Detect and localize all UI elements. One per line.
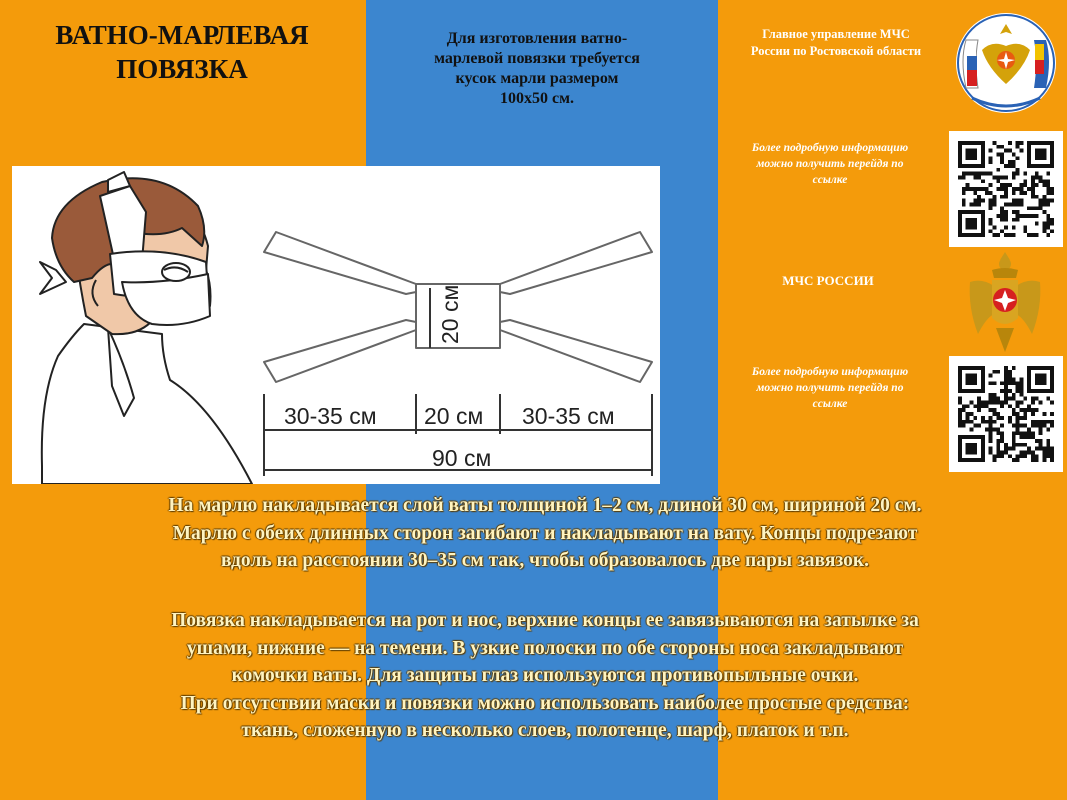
page-title bbox=[22, 18, 342, 86]
qr-code-icon[interactable] bbox=[949, 356, 1063, 472]
info-link-text-1 bbox=[730, 140, 930, 188]
info-link-text-2 bbox=[730, 364, 930, 412]
instructions-line: ткань, сложенную в несколько слоев, полотенце, шарф, платок и т.п. bbox=[241, 720, 849, 741]
info-2-line-1: Более подробную информацию bbox=[751, 366, 909, 378]
requirement-line-3: кусок марли размером bbox=[455, 70, 619, 87]
mchs-emblem-icon bbox=[952, 10, 1060, 116]
requirement-line-2: марлевой повязки требуется bbox=[434, 50, 640, 67]
instructions-line: На марлю накладывается слой ваты толщиной 1–2 см, длиной 30 см, шириной 20 см. bbox=[168, 495, 922, 516]
organization-line-2: России по Ростовской области bbox=[750, 44, 922, 58]
instructions-line: Марлю с обеих длинных сторон загибают и накладывают на вату. Концы подрезают bbox=[172, 522, 918, 544]
requirement-text bbox=[392, 29, 682, 109]
person-wearing-bandage-icon bbox=[40, 172, 252, 484]
instructions-line: комочки ваты. Для защиты глаз используются противопыльные очки. bbox=[231, 665, 859, 686]
mchs-eagle-emblem-icon bbox=[966, 248, 1044, 360]
requirement-line-1: Для изготовления ватно- bbox=[446, 30, 628, 47]
info-1-line-1: Более подробную информацию bbox=[751, 142, 909, 154]
info-1-line-3: ссылке bbox=[812, 174, 848, 186]
instructions-line: ушами, нижние — на темени. В узкие полоски по обе стороны носа закладывают bbox=[186, 637, 904, 659]
dimension-center-length: 20 см bbox=[424, 403, 484, 429]
info-2-line-2: можно получить перейдя по bbox=[756, 382, 904, 394]
instructions-paragraph-2 bbox=[60, 607, 1030, 745]
info-2-line-3: ссылке bbox=[812, 398, 848, 410]
dimension-right-length: 30-35 см bbox=[522, 403, 615, 429]
qr-code-icon[interactable] bbox=[949, 131, 1063, 247]
organization-line-1: Главное управление МЧС bbox=[762, 27, 910, 41]
bandage-illustration bbox=[12, 166, 660, 484]
mchs-label: МЧС РОССИИ bbox=[782, 273, 874, 288]
instructions-line: Повязка накладывается на рот и нос, верхние концы ее завязываются на затылке за bbox=[171, 610, 919, 631]
requirement-line-4: 100х50 см. bbox=[500, 90, 574, 107]
dimension-total-length: 90 см bbox=[432, 445, 492, 471]
title-line-1: ВАТНО-МАРЛЕВАЯ bbox=[55, 20, 309, 50]
dimension-left-length: 30-35 см bbox=[284, 403, 377, 429]
instructions-line: При отсутствии маски и повязки можно использовать наиболее простые средства: bbox=[180, 692, 910, 714]
instructions-paragraph-1 bbox=[60, 492, 1030, 575]
instructions-line: вдоль на расстоянии 30–35 см так, чтобы образовалось две пары завязок. bbox=[221, 550, 869, 571]
title-line-2: ПОВЯЗКА bbox=[116, 54, 248, 84]
organization-name bbox=[726, 26, 946, 60]
info-1-line-2: можно получить перейдя по bbox=[756, 158, 904, 170]
dimension-center-height: 20 см bbox=[437, 284, 463, 344]
